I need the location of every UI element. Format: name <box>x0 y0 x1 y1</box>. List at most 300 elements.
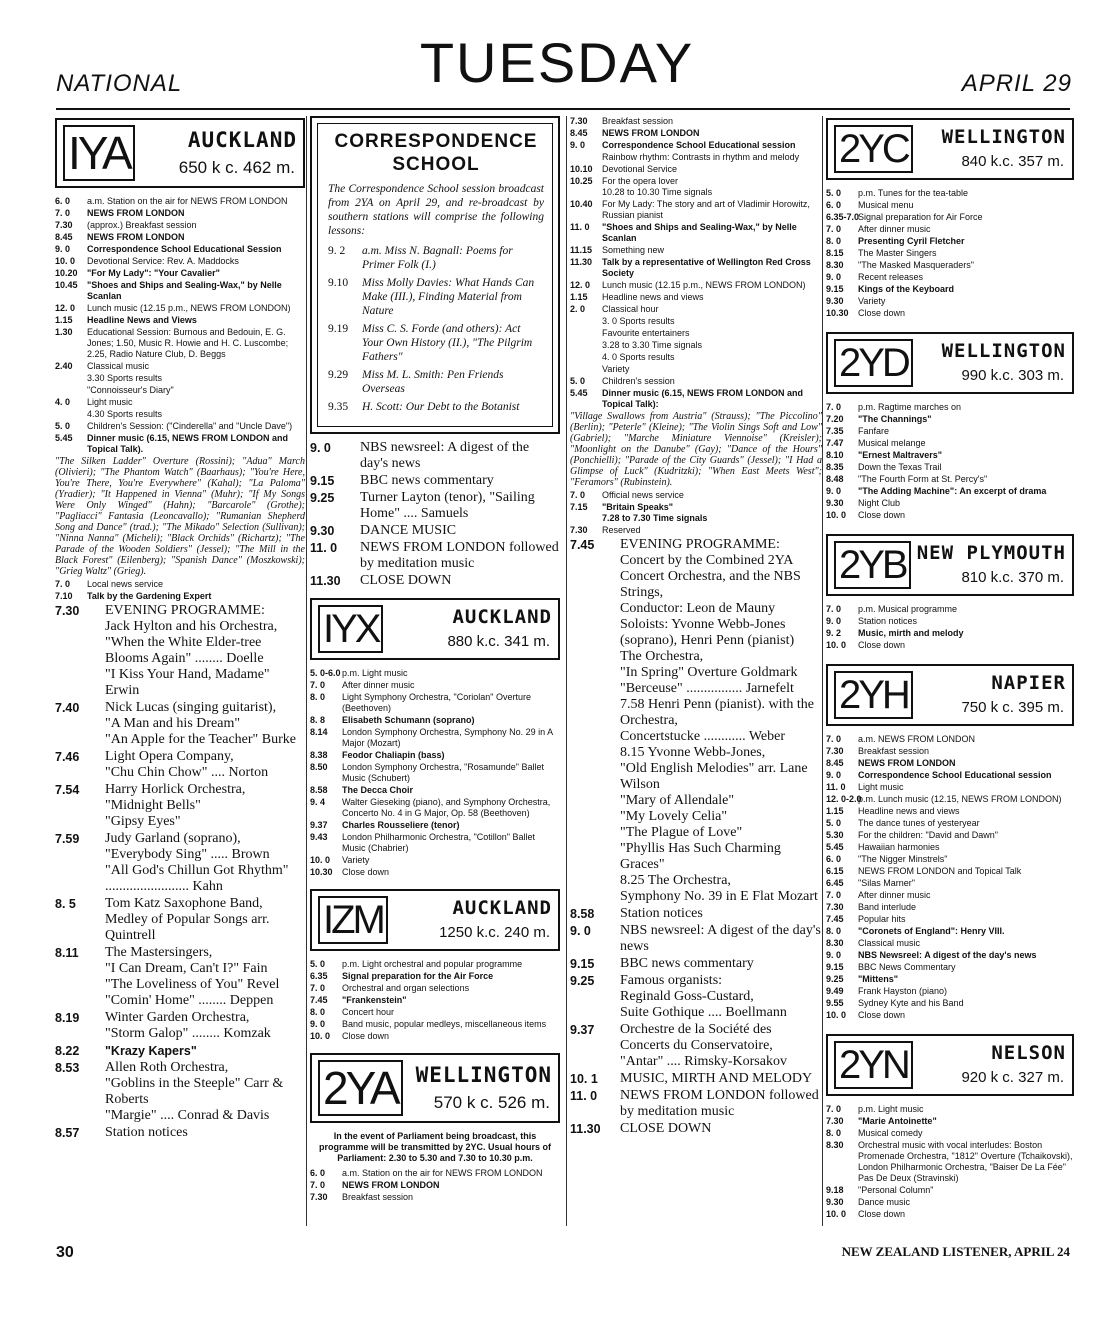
entry-text: Down the Texas Trail <box>858 462 942 472</box>
entry-time: 1.15 <box>55 315 73 325</box>
schedule-entry <box>826 878 1074 889</box>
schedule-entry <box>310 867 560 878</box>
schedule-entry <box>55 945 305 1009</box>
entry-text: Allen Roth Orchestra, "Goblins in the Steeple" Carr & Roberts "Margie" .... Conrad & Davis <box>105 1060 284 1123</box>
schedule-entry <box>826 1116 1074 1127</box>
entry-text: Close down <box>858 308 906 318</box>
entry-text: Correspondence School Educational session <box>602 140 796 150</box>
entry-time: 9.25 <box>570 974 595 988</box>
schedule-entry <box>826 734 1074 745</box>
entry-text: Band interlude <box>858 902 917 912</box>
schedule-entry <box>826 782 1074 793</box>
entry-text: Breakfast session <box>858 746 930 756</box>
schedule-entry <box>310 668 560 679</box>
station-callsign: 2YA <box>318 1060 403 1116</box>
schedule-entry <box>570 164 822 175</box>
schedule-entry <box>310 1168 560 1179</box>
schedule-entry <box>826 188 1074 199</box>
entry-time: 7.30 <box>55 604 80 618</box>
schedule-entry <box>570 222 822 244</box>
entry-text: NEWS FROM LONDON <box>87 232 185 242</box>
entry-text: NEWS FROM LONDON <box>858 758 956 768</box>
entry-time: 8.53 <box>55 1061 80 1075</box>
schedule-entry <box>55 579 305 590</box>
entry-time: 7. 0 <box>826 890 842 900</box>
entry-text: Light Symphony Orchestra, "Coriolan" Overture (Beethoven) <box>342 692 531 713</box>
schedule-entry <box>328 368 544 396</box>
entry-time: 11.30 <box>570 1122 601 1136</box>
schedule-entry <box>310 797 560 819</box>
entry-text: After dinner music <box>858 890 931 900</box>
column-1 <box>55 116 305 1142</box>
entry-text: NEWS FROM LONDON and Topical Talk <box>858 866 1022 876</box>
station-city: NELSON <box>991 1042 1066 1064</box>
schedule-entry <box>826 974 1074 985</box>
schedule-entry <box>55 603 305 699</box>
entry-time: 7.30 <box>826 746 844 756</box>
entry-time: 11. 0 <box>826 782 846 792</box>
column-divider <box>306 116 307 1226</box>
entry-time: 1.15 <box>570 292 588 302</box>
station-banner-2yn <box>826 1034 1074 1096</box>
schedule-1yx <box>310 668 560 878</box>
entry-text: Popular hits <box>858 914 906 924</box>
entry-text: NEWS FROM LONDON <box>87 208 185 218</box>
entry-text: a.m. Station on the air for NEWS FROM LONDON <box>87 196 288 206</box>
schedule-entry <box>570 292 822 303</box>
schedule-entry <box>55 373 305 384</box>
entry-text: Station notices <box>858 616 918 626</box>
schedule-entry <box>826 770 1074 781</box>
schedule-entry <box>826 450 1074 461</box>
entry-text: BBC news commentary <box>620 956 754 971</box>
entry-time: 9. 0 <box>826 770 842 780</box>
entry-text: Headline news and views <box>858 806 960 816</box>
schedule-entry <box>55 361 305 372</box>
entry-time: 10.25 <box>570 176 593 186</box>
entry-time: 11. 0 <box>570 222 590 232</box>
schedule-entry <box>826 284 1074 295</box>
entry-time: 7. 0 <box>826 604 842 614</box>
entry-text: Band music, popular medleys, miscellaneous items <box>342 1019 547 1029</box>
entry-text: "Marie Antoinette" <box>858 1116 937 1126</box>
schedule-entry <box>328 244 544 272</box>
entry-text: Dance music <box>858 1197 911 1207</box>
schedule-entry <box>826 260 1074 271</box>
entry-time: 10. 0 <box>310 855 331 865</box>
entry-time: 7.30 <box>826 1116 844 1126</box>
schedule-entry <box>570 280 822 291</box>
schedule-entry <box>55 1060 305 1124</box>
entry-text: "Krazy Kapers" <box>105 1044 197 1058</box>
entry-time: 9. 0 <box>826 486 842 496</box>
entry-text: Station notices <box>105 1125 188 1140</box>
entry-time: 8.22 <box>55 1044 80 1058</box>
schedule-entry <box>570 906 822 922</box>
entry-time: 7. 0 <box>826 402 842 412</box>
schedule-entry <box>570 128 822 139</box>
entry-time: 7. 0 <box>310 680 326 690</box>
schedule-entry <box>310 440 560 472</box>
entry-time: 8.15 <box>826 248 844 258</box>
schedule-entry <box>55 433 305 455</box>
entry-time: 7. 0 <box>55 208 71 218</box>
entry-time: 10.40 <box>570 199 593 209</box>
schedule-entry <box>570 199 822 221</box>
entry-time: 5. 0 <box>826 188 842 198</box>
schedule-entry <box>826 866 1074 877</box>
schedule-entry <box>310 715 560 726</box>
entry-text: Station notices <box>620 906 703 921</box>
entry-text: Nick Lucas (singing guitarist), "A Man and his Dream" "An Apple for the Teacher" Burke <box>105 700 296 747</box>
entry-text: Headline news and views <box>602 292 704 302</box>
entry-time: 8.11 <box>55 946 79 960</box>
entry-text: Sydney Kyte and his Band <box>858 998 964 1008</box>
entry-text: "For My Lady": "Your Cavalier" <box>87 268 220 278</box>
entry-time: 8. 0 <box>826 1128 842 1138</box>
page-number: 30 <box>56 1244 74 1261</box>
schedule-entry <box>826 498 1074 509</box>
correspondence-school-box <box>310 116 560 434</box>
entry-time: 7.46 <box>55 750 80 764</box>
entry-text: Feodor Chaliapin (bass) <box>342 750 445 760</box>
schedule-entry <box>310 692 560 714</box>
entry-time: 5. 0-6.0 <box>310 668 341 678</box>
entry-time: 12. 0 <box>570 280 591 290</box>
entry-time: 9.15 <box>826 962 844 972</box>
entry-time: 7.30 <box>55 220 73 230</box>
entry-time: 7. 0 <box>310 1180 326 1190</box>
entry-text: Miss Molly Davies: What Hands Can Make (III.), Finding Material from Nature <box>362 277 535 317</box>
entry-time: 8.45 <box>55 232 73 242</box>
entry-text: "Ernest Maltravers" <box>858 450 943 460</box>
entry-time: 9. 0 <box>310 1019 326 1029</box>
schedule-entry <box>55 196 305 207</box>
entry-text: Concert hour <box>342 1007 395 1017</box>
entry-text: "Connoisseur's Diary" <box>87 385 174 395</box>
schedule-entry <box>55 409 305 420</box>
entry-time: 9.25 <box>310 491 335 505</box>
entry-time: 7.54 <box>55 783 80 797</box>
schedule-entry <box>570 304 822 315</box>
entry-time: 9.29 <box>328 369 349 381</box>
entry-text: EVENING PROGRAMME: Concert by the Combined 2YA Concert Orchestra, and the NBS Strings, Conductor: Leon de Mauny Soloists: Yvonne Webb-Jones (soprano), Henri Penn (pianist) The Orchestra, "In Spring" Overture Goldmark "Berceuse" ................ Jarnefelt 7.58 Henri Penn (pianist). with the Orchestra, Concertstucke ............ Weber 8.15 Yvonne Webb-Jones, "Old English Melodies" arr. Lane Wilson "Mary of Allendale" "My Lovely Celia" "The Plague of Love" "Phyllis Has Such Charming Graces" 8.25 The Orchestra, Symphony No. 39 in E Flat Mozart <box>620 537 818 904</box>
late-programme-1ya <box>310 440 560 589</box>
entry-time: 7.20 <box>826 414 844 424</box>
entry-text: Children's session <box>602 376 675 386</box>
schedule-entry <box>310 573 560 589</box>
schedule-entry <box>310 750 560 761</box>
entry-text: "The Channings" <box>858 414 932 424</box>
entry-time: 7.30 <box>310 1192 328 1202</box>
entry-text: Dinner music (6.15, NEWS FROM LONDON and Topical Talk): <box>602 388 804 409</box>
entry-time: 10.45 <box>55 280 78 290</box>
entry-text: Close down <box>342 867 390 877</box>
entry-time: 10.30 <box>826 308 849 318</box>
entry-time: 7.35 <box>826 426 844 436</box>
entry-text: Children's Session: ("Cinderella" and "Uncle Dave") <box>87 421 293 431</box>
schedule-entry <box>55 280 305 302</box>
schedule-entry <box>826 426 1074 437</box>
entry-time: 7. 0 <box>826 734 842 744</box>
station-callsign: 2YC <box>834 125 913 173</box>
schedule-entry <box>826 854 1074 865</box>
schedule-entry <box>55 397 305 408</box>
entry-text: Breakfast session <box>602 116 674 126</box>
entry-text: Musical menu <box>858 200 914 210</box>
schedule-entry <box>310 1180 560 1191</box>
entry-text: NEWS FROM LONDON followed by meditation music <box>620 1088 819 1119</box>
station-city: WELLINGTON <box>941 340 1066 362</box>
schedule-entry <box>826 1104 1074 1115</box>
entry-text: Talk by the Gardening Expert <box>87 591 212 601</box>
station-city: NAPIER <box>991 672 1066 694</box>
entry-text: a.m. NEWS FROM LONDON <box>858 734 976 744</box>
schedule-entry <box>55 315 305 326</box>
entry-time: 7.30 <box>826 902 844 912</box>
schedule-entry <box>826 474 1074 485</box>
entry-time: 8.38 <box>310 750 328 760</box>
entry-time: 7.30 <box>570 525 588 535</box>
schedule-entry <box>826 224 1074 235</box>
entry-time: 7. 0 <box>826 1104 842 1114</box>
schedule-entry <box>570 923 822 955</box>
schedule-entry <box>55 700 305 748</box>
schedule-entry <box>55 896 305 944</box>
entry-time: 5. 0 <box>570 376 586 386</box>
entry-time: 8.30 <box>826 938 844 948</box>
entry-time: 9. 0 <box>826 272 842 282</box>
schedule-entry <box>826 402 1074 413</box>
entry-text: Correspondence School Educational Session <box>87 244 282 254</box>
schedule-entry <box>310 1031 560 1042</box>
entry-time: 10. 1 <box>570 1072 598 1086</box>
schedule-entry <box>826 212 1074 223</box>
schedule-entry <box>570 176 822 198</box>
entry-text: Frank Hayston (piano) <box>858 986 948 996</box>
schedule-entry <box>570 316 822 327</box>
station-frequency: 840 k.c. 357 m. <box>961 153 1064 170</box>
entry-text: Variety <box>602 364 630 374</box>
schedule-entry <box>328 400 544 414</box>
station-frequency: 750 k c. 395 m. <box>961 699 1064 716</box>
entry-text: Turner Layton (tenor), "Sailing Home" .... Samuels <box>360 490 535 521</box>
entry-time: 9.35 <box>328 401 349 413</box>
entry-text: p.m. Light orchestral and popular programme <box>342 959 523 969</box>
entry-text: Kings of the Keyboard <box>858 284 955 294</box>
entry-time: 10. 0 <box>826 1010 847 1020</box>
entry-text: Variety <box>342 855 370 865</box>
schedule-entry <box>826 890 1074 901</box>
entry-time: 8.48 <box>826 474 844 484</box>
entry-time: 6.35-7.0 <box>826 212 860 222</box>
schedule-entry <box>826 986 1074 997</box>
entry-time: 9.18 <box>826 1185 844 1195</box>
entry-text: Breakfast session <box>342 1192 414 1202</box>
schedule-entry <box>826 616 1074 627</box>
schedule-entry <box>570 257 822 279</box>
entry-time: 11. 0 <box>570 1089 598 1103</box>
dinner-music-list: "The Silken Ladder" Overture (Rossini); "Adua" March (Olivieri); "The Phantom Watch" (Baarhaus); "You're Here, You're There, You're Everywhere" (Kahal); "La Paloma" (Yradier); "It Happened in Vienna" (Muhr); "If My Songs Were Only Winged" (Hahn); "Barcarole" (Grothe); "Pagliacci" Fantasia (Leoncavallo); "Rumanian Shepherd Song and Dance" (trad.); "The Mikado" Selection (Sullivan); "Ninna Nanna" (Micheli); "Black Orchids" (Richartz); "The Parade of the Wooden Soldiers" (Jessel); "The Mill in the Black Forest" (Eilenberg); "Spanish Dance" (Moszkowski); "Grieg Waltz" (Grieg). <box>55 456 305 577</box>
entry-text: Official news service <box>602 490 684 500</box>
entry-time: 9.30 <box>826 498 844 508</box>
schedule-entry <box>310 832 560 854</box>
entry-time: 7. 0 <box>310 983 326 993</box>
station-city: WELLINGTON <box>941 126 1066 148</box>
entry-time: 10. 0 <box>826 1209 847 1219</box>
schedule-entry <box>826 950 1074 961</box>
entry-time: 6.45 <box>826 878 844 888</box>
entry-text: Music, mirth and melody <box>858 628 964 638</box>
entry-time: 8.35 <box>826 462 844 472</box>
entry-time: 2.40 <box>55 361 73 371</box>
entry-time: 10.20 <box>55 268 78 278</box>
entry-time: 9. 0 <box>55 244 71 254</box>
entry-text: Rainbow rhythm: Contrasts in rhythm and melody <box>602 152 800 162</box>
entry-time: 9. 0 <box>570 140 586 150</box>
station-city: NEW PLYMOUTH <box>916 542 1066 564</box>
entry-text: "The Adding Machine": An excerpt of drama <box>858 486 1047 496</box>
schedule-entry <box>826 938 1074 949</box>
station-banner-2ya <box>310 1053 560 1123</box>
schedule-2yn <box>826 1104 1074 1220</box>
entry-text: BBC News Commentary <box>858 962 956 972</box>
header-divider <box>56 108 1070 110</box>
schedule-entry <box>826 914 1074 925</box>
correspondence-title: CORRESPONDENCE SCHOOL <box>334 131 538 175</box>
entry-text: p.m. Tunes for the tea-table <box>858 188 969 198</box>
entry-time: 5. 0 <box>310 959 326 969</box>
schedule-2yd <box>826 402 1074 521</box>
entry-time: 9.37 <box>310 820 328 830</box>
entry-time: 9. 0 <box>826 950 842 960</box>
station-frequency: 810 k.c. 370 m. <box>961 569 1064 586</box>
entry-text: Correspondence School Educational session <box>858 770 1052 780</box>
schedule-entry <box>570 152 822 163</box>
column-divider <box>566 116 567 1226</box>
schedule-entry <box>826 1197 1074 1208</box>
schedule-entry <box>826 272 1074 283</box>
entry-text: Musical comedy <box>858 1128 923 1138</box>
schedule-entry <box>570 537 822 905</box>
network-label: NATIONAL <box>56 70 183 97</box>
entry-time: 10. 0 <box>55 256 76 266</box>
entry-text: H. Scott: Our Debt to the Botanist <box>362 401 520 413</box>
station-callsign: 2YN <box>834 1041 913 1089</box>
station-banner-2yc <box>826 118 1074 180</box>
entry-text: Charles Rousseliere (tenor) <box>342 820 460 830</box>
entry-text: Devotional Service: Rev. A. Maddocks <box>87 256 239 266</box>
entry-text: (approx.) Breakfast session <box>87 220 197 230</box>
schedule-entry <box>328 322 544 364</box>
schedule-entry <box>570 1071 822 1087</box>
entry-text: 3.30 Sports results <box>87 373 163 383</box>
schedule-entry <box>826 604 1074 615</box>
entry-text: p.m. Ragtime marches on <box>858 402 962 412</box>
schedule-entry <box>570 376 822 387</box>
schedule-entry <box>570 328 822 339</box>
entry-time: 7.30 <box>570 116 588 126</box>
entry-time: 8.10 <box>826 450 844 460</box>
schedule-entry <box>310 727 560 749</box>
schedule-entry <box>55 1125 305 1141</box>
entry-text: Signal preparation for the Air Force <box>342 971 494 981</box>
schedule-entry <box>328 276 544 318</box>
station-frequency: 990 k.c. 303 m. <box>961 367 1064 384</box>
entry-text: "Mittens" <box>858 974 899 984</box>
entry-text: DANCE MUSIC <box>360 523 457 538</box>
entry-text: After dinner music <box>342 680 415 690</box>
entry-text: a.m. Miss N. Bagnall: Poems for Primer Folk (I.) <box>362 245 513 271</box>
entry-text: Classical music <box>858 938 921 948</box>
entry-text: Musical melange <box>858 438 926 448</box>
schedule-entry <box>826 510 1074 521</box>
schedule-entry <box>826 1209 1074 1220</box>
schedule-entry <box>826 746 1074 757</box>
station-frequency: 920 k c. 327 m. <box>961 1069 1064 1086</box>
entry-text: Light Opera Company, "Chu Chin Chow" .... Norton <box>105 749 269 780</box>
schedule-entry <box>570 490 822 501</box>
entry-text: Recent releases <box>858 272 924 282</box>
schedule-entry <box>55 1043 305 1059</box>
schedule-entry <box>826 640 1074 651</box>
correspondence-intro: The Correspondence School session broadcast from 2YA on April 29, and re-broadcast by southern stations will comprise the following lessons: <box>328 183 544 237</box>
entry-time: 7.40 <box>55 701 80 715</box>
entry-time: 8.19 <box>55 1011 80 1025</box>
entry-time: 9. 2 <box>328 245 346 257</box>
schedule-2ya-start <box>310 1168 560 1203</box>
entry-text: 3. 0 Sports results <box>602 316 675 326</box>
entry-time: 12. 0-2.0 <box>826 794 862 804</box>
entry-text: "Britain Speaks" 7.28 to 7.30 Time signals <box>602 502 708 523</box>
schedule-entry <box>570 1088 822 1120</box>
entry-text: Close down <box>858 510 906 520</box>
entry-time: 8. 0 <box>826 926 842 936</box>
entry-text: For My Lady: The story and art of Vladimir Horowitz, Russian pianist <box>602 199 810 220</box>
entry-time: 10.30 <box>310 867 333 877</box>
entry-time: 5. 0 <box>55 421 71 431</box>
station-callsign: 2YD <box>834 339 913 387</box>
entry-text: "The Fourth Form at St. Percy's" <box>858 474 988 484</box>
entry-time: 5.45 <box>570 388 588 398</box>
entry-text: The dance tunes of yesteryear <box>858 818 980 828</box>
schedule-entry <box>570 352 822 363</box>
entry-text: After dinner music <box>858 224 931 234</box>
entry-time: 9.19 <box>328 323 349 335</box>
schedule-entry <box>826 628 1074 639</box>
entry-time: 9. 0 <box>826 616 842 626</box>
entry-time: 10. 0 <box>826 640 847 650</box>
schedule-entry <box>826 414 1074 425</box>
entry-time: 9.25 <box>826 974 844 984</box>
entry-text: NEWS FROM LONDON <box>602 128 700 138</box>
entry-text: The Mastersingers, "I Can Dream, Can't I?" Fain "The Loveliness of You" Revel "Comin' Home" ........ Deppen <box>105 945 280 1008</box>
entry-time: 8.50 <box>310 762 328 772</box>
schedule-entry <box>826 438 1074 449</box>
entry-time: 7. 0 <box>826 224 842 234</box>
entry-time: 10. 0 <box>826 510 847 520</box>
entry-text: "The Masked Masqueraders" <box>858 260 974 270</box>
entry-time: 7.47 <box>826 438 844 448</box>
entry-time: 11.30 <box>310 574 341 588</box>
entry-time: 9.30 <box>826 1197 844 1207</box>
schedule-entry <box>310 855 560 866</box>
entry-time: 8. 8 <box>310 715 326 725</box>
station-callsign: IZM <box>318 896 388 944</box>
entry-text: Devotional Service <box>602 164 678 174</box>
schedule-entry <box>310 762 560 784</box>
entry-time: 8.58 <box>310 785 328 795</box>
